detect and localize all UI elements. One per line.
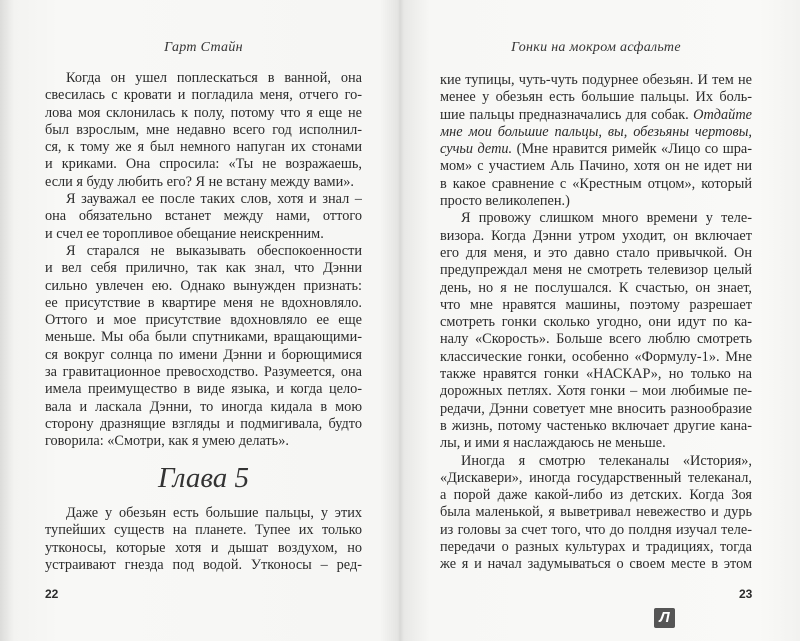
text-line [440,280,752,297]
line-text: вала и ласкала Дэнни, то иногда кидала в мою [45,398,362,415]
text-line [440,331,752,348]
line-text: что мне нравятся машины, поэтому разрешает [440,296,752,313]
text-line [440,435,752,452]
line-text: говорила: «Смотри, как я умею делать». [45,433,289,450]
text-line [440,176,752,193]
text-line [45,87,362,104]
text-line [440,383,752,400]
line-text: передачи о разных культурах и традициях, тогда [440,539,752,556]
line-text: тупейших существ на планете. Тупее их только [45,522,362,539]
line-text: и счел ее торопливое обещание неискренним. [45,225,324,242]
line-text: кие тупицы, чуть-чуть подурнее обезьян. И тем не [440,72,752,88]
line-text: визора. Когда Дэнни утром уходит, он включает [440,227,752,244]
text-line [45,226,362,243]
text-line [45,156,362,173]
text-line [45,243,362,260]
italic-text: мне мои большие пальцы, вы, обезьяны чертовы, [440,123,752,140]
text-line [440,522,752,539]
line-text: налу «Скорость». Больше всего люблю смотреть [440,331,752,348]
line-text: Я старался не выказывать обеспокоенности [66,242,362,259]
line-text: и вел себя прилично, так как знал, что Дэнни [45,260,362,277]
text-line [440,349,752,366]
line-text: дорожных петлях. Хотя гонки – мои любимые пе- [440,383,752,400]
line-text: меньше. Мы оба были спутниками, вращающими- [45,329,362,346]
line-text: утконосы, которые хотя и дышат воздухом, но [45,539,362,556]
text-line [45,505,362,522]
text-line [45,260,362,277]
line-text: а порой даже какой-либо из детских. Когда Зоя [440,487,752,504]
line-text: его для меня, и это давно стало привычкой. Он [440,244,752,261]
text-line [440,158,752,175]
text-line [440,228,752,245]
left-page-text-bottom [45,505,362,574]
text-line [440,72,752,89]
chapter-heading: Глава 5 [157,462,250,494]
text-line [45,295,362,312]
line-text: Оттого и мое присутствие вдохновляло ее еще [45,312,362,329]
text-line [440,107,752,124]
running-head-title: Гонки на мокром асфальте [511,40,681,55]
text-line [45,139,362,156]
text-line [45,105,362,122]
line-text: и криками. Она спросила: «Ты не возражаешь, [45,156,362,173]
line-text: она обязательно встанет между нами, оттого [45,208,362,225]
text-line [45,174,362,191]
line-text: свесилась с кровати и погладила меня, отчего го- [45,87,362,104]
text-line [440,124,752,141]
line-text: «Дискавери», иногда государственный телеканал, [440,469,752,486]
text-line [45,278,362,295]
text-line [45,122,362,139]
italic-text: Отдайте [693,106,752,123]
line-text: же я и начал задумываться о своем месте в этом [440,556,752,573]
text-line [440,556,752,573]
line-text: предупреждал меня не смотреть телевизор целый [440,262,752,279]
line-text: лы, и ими я наслаждаюсь не меньше. [440,435,666,452]
line-text: сильно увлечен ею. Однако вынужден признать: [45,277,362,294]
text-line [440,245,752,262]
text-line [440,297,752,314]
text-line [440,89,752,106]
left-page-text-top [45,70,362,451]
line-text: Когда он ушел поплескаться в ванной, она [66,70,362,86]
italic-text: сучьи дети. [440,141,513,158]
line-text: мом» с участием Аль Пачино, хотя он не идет ни [440,158,752,175]
text-line [45,329,362,346]
line-text: Я зауважал ее после таких слов, хотя и знал – [66,191,362,208]
text-line [45,557,362,574]
line-text: день, но я не послушался. К счастью, он знает, [440,279,752,296]
line-text: классические гонки, особенно «Формулу-1». Мне [440,348,752,365]
text-line [45,364,362,381]
line-text: просто великолепен.) [440,193,570,210]
line-text: менее у обезьян есть большие пальцы. Их боль- [440,89,752,106]
text-line [440,262,752,279]
line-text: Я провожу слишком много времени у теле- [461,210,752,227]
text-line [440,314,752,331]
line-text: шие пальцы предназначались для собак. [440,106,694,123]
line-text: ся вокруг солнца по имени Дэнни и борющимися [45,346,362,363]
text-line [440,487,752,504]
text-line [440,141,752,158]
line-text: Даже у обезьян есть большие пальцы, у этих [66,505,362,521]
text-line [45,522,362,539]
line-text: (Мне нравится римейк «Лицо со шра- [512,141,752,158]
line-text: была маленькой, я выветривал невежество и дурь [440,504,752,521]
line-text: в какое сравнение с «Крестным отцом», который [440,175,752,192]
line-text: ее присутствие в квартире меня не вдохновляло. [45,294,362,311]
text-line [45,399,362,416]
text-line [45,433,362,450]
line-text: редачи, Дэнни советует мне вносить разнообразие [440,400,752,417]
line-text: был взрослым, мне недавно всего год исполнил- [45,121,362,138]
text-line [45,347,362,364]
text-line [440,453,752,470]
line-text: устраивают гнезда под водой. Утконосы – ред- [45,556,362,573]
text-line [440,418,752,435]
line-text: имела преимущество в виде языка, и когда цело- [45,381,362,398]
text-line [440,401,752,418]
text-line [440,193,752,210]
text-line [45,208,362,225]
text-line [45,312,362,329]
text-line [440,470,752,487]
line-text: за гравитационное превосходство. Разумеется, она [45,364,362,381]
text-line [440,210,752,227]
page-number-left: 22 [45,587,59,601]
line-text: смотреть гонки сколько угодно, они идут по ка- [440,314,752,331]
line-text: если я буду любить его? Я не встану между вами». [45,173,354,190]
line-text: Иногда я смотрю телеканалы «История», [461,452,752,469]
line-text: ся, к тому же я был немного напуган их стонами [45,139,362,156]
text-line [440,539,752,556]
text-line [440,504,752,521]
line-text: из головы за счет того, что до полдня изучал теле- [440,521,752,538]
line-text: также нравятся гонки «НАСКАР», но только на [440,366,752,383]
right-page-text [440,72,752,574]
text-line [45,540,362,557]
text-line [45,191,362,208]
text-line [440,366,752,383]
text-line [45,70,362,87]
line-text: сторону дразнящие взгляды и подмигивала, будто [45,415,362,432]
line-text: лова моя склонилась к полу, потому что я еще не [45,104,362,121]
line-text: в жизнь, потому частенько включает другие кана- [440,417,752,434]
text-line [45,416,362,433]
text-line [45,381,362,398]
page-number-right: 23 [739,587,753,601]
publisher-logo: Л [654,608,675,628]
running-head-author: Гарт Стайн [164,40,243,55]
